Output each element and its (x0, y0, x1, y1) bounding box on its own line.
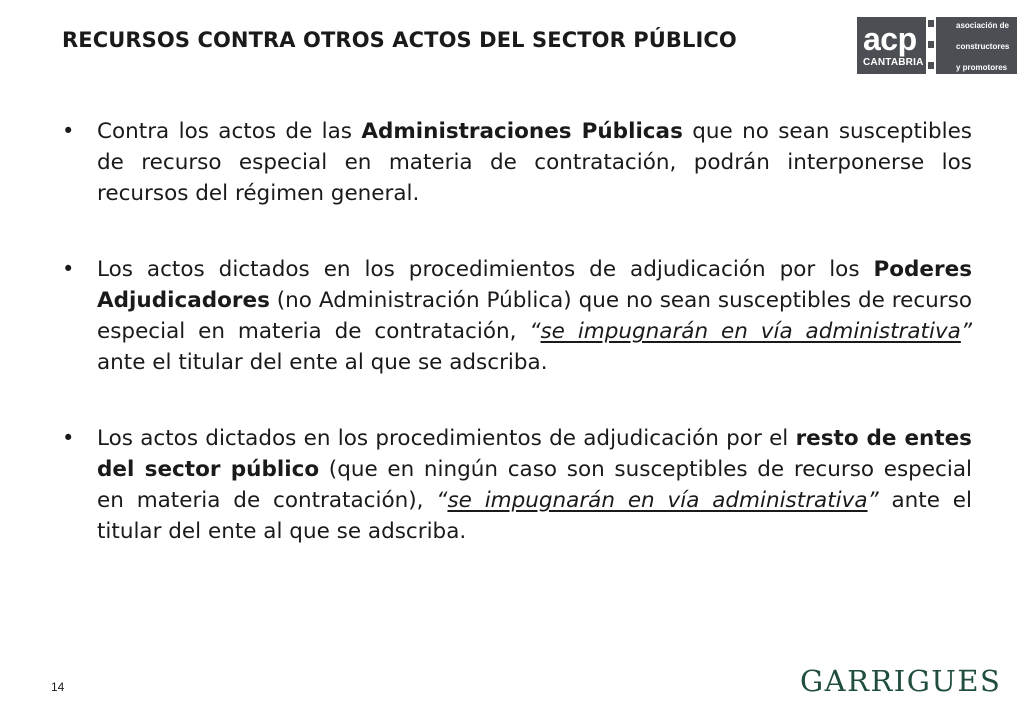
acp-logo-region: CANTABRIA (863, 57, 924, 68)
bullet-item-3 (62, 423, 972, 547)
acp-logo-tagline-3: y promotores (956, 63, 1008, 72)
quote-open-mark: “ (436, 488, 448, 513)
bullet-marker: • (62, 426, 75, 450)
acp-logo-name: acp (863, 21, 917, 57)
bullet-marker: • (62, 119, 75, 143)
bullet-bold-text: resto de entes del sector público (97, 426, 972, 482)
garrigues-logo: GARRIGUES (800, 664, 1002, 698)
bullet-text: (no Administración Pública) que no sean susceptibles de recurso especial en materia de contratación, (97, 288, 972, 344)
acp-logo-separator (926, 17, 936, 74)
page-number: 14 (51, 680, 65, 694)
quote-close-mark: ” (960, 319, 972, 344)
bullet-item-1 (62, 116, 972, 209)
bullet-text: ante el titular del ente al que se adscriba. (97, 488, 972, 544)
bullet-text: Los actos dictados en los procedimientos de adjudicación por el (97, 426, 796, 451)
bullet-text: ante el titular del ente al que se adscriba. (97, 350, 548, 375)
bullet-marker: • (62, 257, 75, 281)
acp-logo (857, 17, 1017, 74)
bullet-quote: se impugnarán en vía administrativa (540, 319, 961, 344)
bullet-list (62, 116, 972, 547)
quote-close-mark: ” (867, 488, 879, 513)
acp-logo-tagline-2: constructores (956, 42, 1010, 51)
bullet-quote: se impugnarán en vía administrativa (447, 488, 868, 513)
bullet-text: Los actos dictados en los procedimientos de adjudicación por los (97, 257, 874, 282)
bullet-bold-text: Administraciones Públicas (361, 119, 683, 144)
quote-open-mark: “ (529, 319, 541, 344)
bullet-bold-text: Poderes Adjudicadores (97, 257, 972, 313)
page-title: RECURSOS CONTRA OTROS ACTOS DEL SECTOR PÚBLICO (62, 28, 737, 52)
acp-logo-tagline-1: asociación de (956, 21, 1009, 30)
bullet-item-2 (62, 254, 972, 378)
bullet-text: (que en ningún caso son susceptibles de recurso especial en materia de contratación), (97, 457, 972, 513)
bullet-text: Contra los actos de las (97, 119, 362, 144)
bullet-text: que no sean susceptibles de recurso especial en materia de contratación, podrán interponerse los recursos del régimen general. (97, 119, 973, 206)
